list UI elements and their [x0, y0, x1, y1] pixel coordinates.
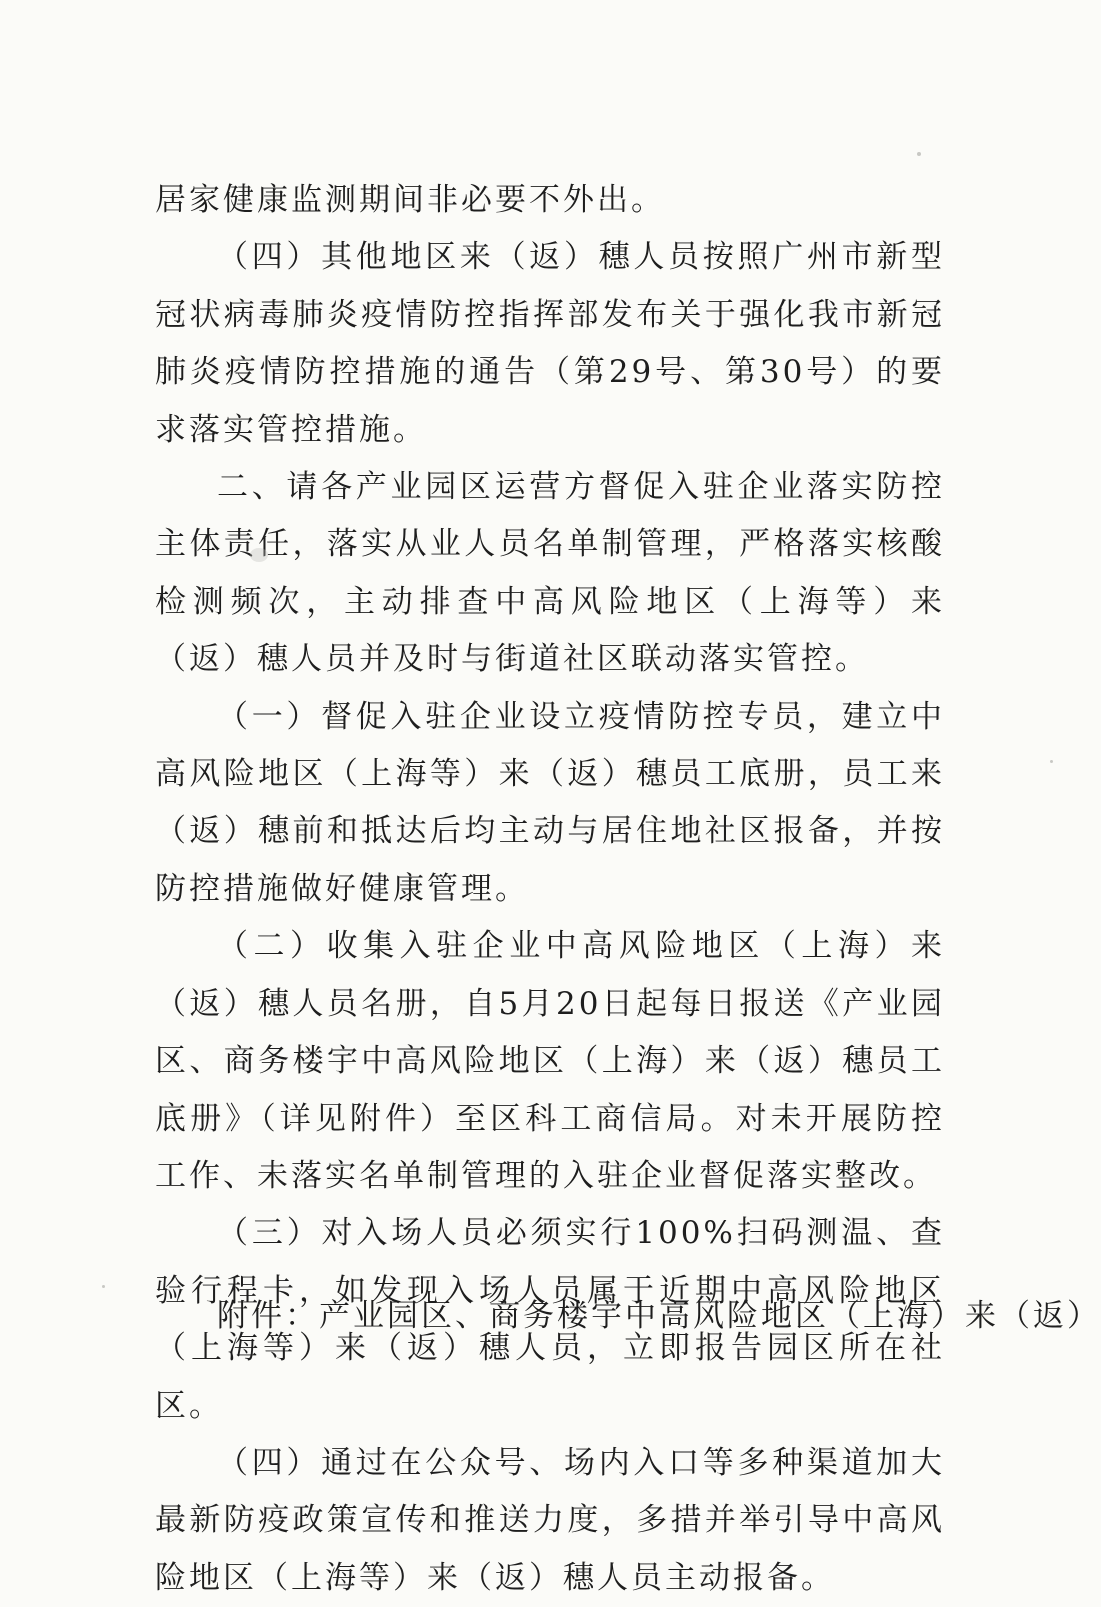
- paragraph-item-4-publicity: （四）通过在公众号、场内入口等多种渠道加大最新防疫政策宣传和推送力度，多措并举引导中高风险地区（上海等）来（返）穗人员主动报备。: [155, 1444, 945, 1596]
- paragraph-section-2: 二、请各产业园区运营方督促入驻企业落实防控主体责任，落实从业人员名单制管理，严格落实核酸检测频次，主动排查中高风险地区（上海等）来（返）穗人员并及时与街道社区联动落实管控。: [155, 469, 945, 678]
- paragraph-item-2-collect: （二）收集入驻企业中高风险地区（上海）来（返）穗人员名册，自5月20日起每日报送《产业园区、商务楼宇中高风险地区（上海）来（返）穗员工底册》（详见附件）至区科工商信局。对未开展防控工作、未落实名单制管理的入驻企业督促落实整改。: [155, 928, 945, 1194]
- scan-smudge: [250, 548, 268, 562]
- document-body: [155, 172, 1101, 1607]
- attachment-line: 附件：产业园区、商务楼宇中高风险地区（上海）来（返）: [217, 1298, 1101, 1334]
- scan-speck: [1050, 760, 1053, 763]
- scan-speck: [917, 152, 921, 156]
- paragraph-item-3-entry-check: （三）对入场人员必须实行100%扫码测温、查验行程卡，如发现入场人员属于近期中高风险地区（上海等）来（返）穗人员，立即报告园区所在社区。: [155, 1215, 945, 1424]
- paragraph-continuation: 居家健康监测期间非必要不外出。: [155, 182, 665, 218]
- paragraph-item-1-supervise: （一）督促入驻企业设立疫情防控专员，建立中高风险地区（上海等）来（返）穗员工底册，员工来（返）穗前和抵达后均主动与居住地社区报备，并按防控措施做好健康管理。: [155, 698, 945, 907]
- scan-speck: [102, 1285, 105, 1288]
- paragraph-item-4-other-regions: （四）其他地区来（返）穗人员按照广州市新型冠状病毒肺炎疫情防控指挥部发布关于强化我市新冠肺炎疫情防控措施的通告（第29号、第30号）的要求落实管控措施。: [155, 239, 945, 448]
